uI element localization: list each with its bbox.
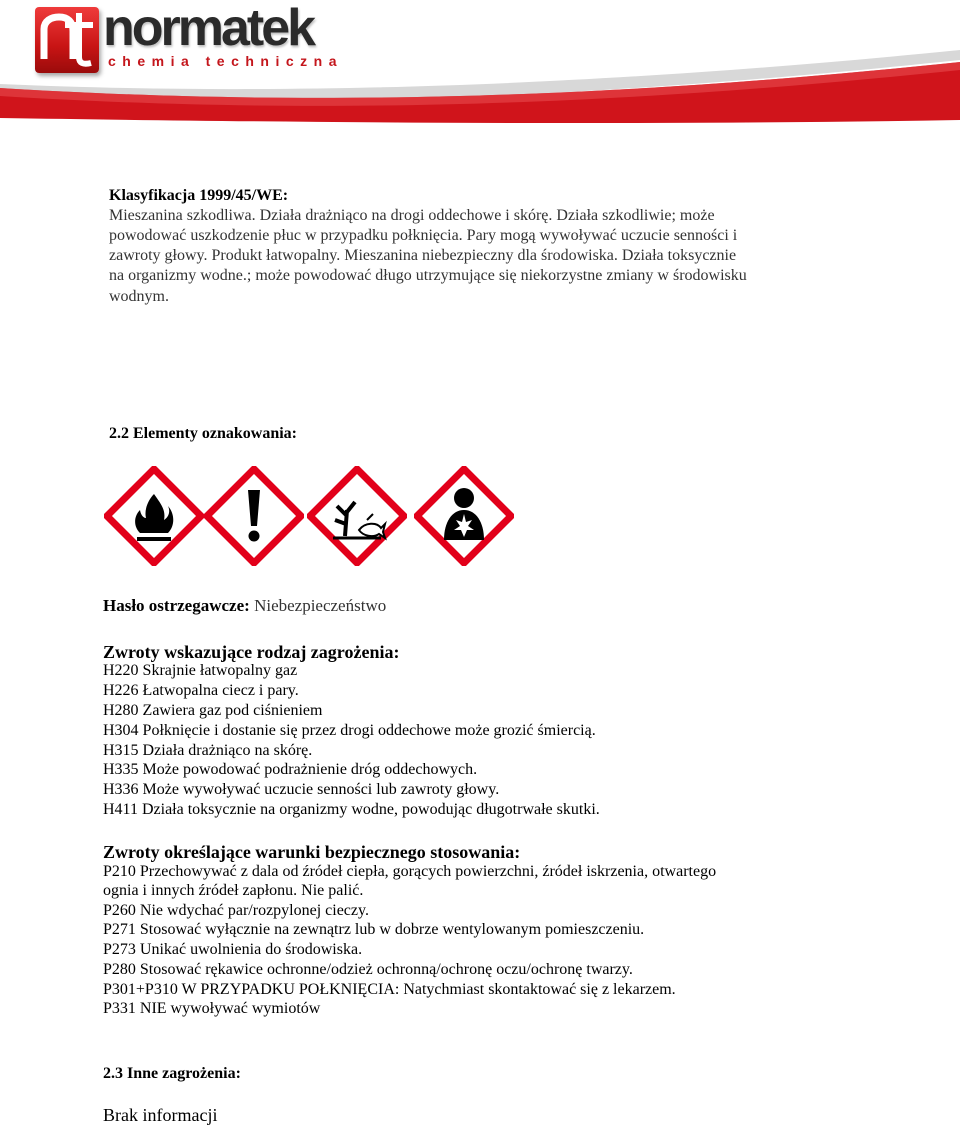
classification-line: wodnym. [109,288,169,305]
precautionary-statement: P273 Unikać uwolnienia do środowiska. [103,941,363,958]
environment-pictogram [307,466,407,566]
classification-line: na organizmy wodne.; może powodować długo utrzymujące się niekorzystne zmiany w środowisku [109,267,747,284]
precautionary-statement: P271 Stosować wyłącznie na zewnątrz lub w dobrze wentylowanym pomieszczeniu. [103,921,645,938]
brand-tagline: chemia techniczna [108,53,343,69]
precautionary-statement: P280 Stosować rękawice ochronne/odzież ochronną/ochronę oczu/ochronę twarzy. [103,961,633,978]
hazard-statement: H315 Działa drażniąco na skórę. [103,742,313,759]
classification-line: Mieszanina szkodliwa. Działa drażniąco na drogi oddechowe i skórę. Działa szkodliwie; może [109,207,715,224]
flame-pictogram [104,466,204,566]
precautionary-statement: P331 NIE wywoływać wymiotów [103,1000,321,1017]
classification-line: powodować uszkodzenie płuc w przypadku połknięcia. Pary mogą wywoływać uczucie senności i [109,227,738,244]
precautionary-statement: P260 Nie wdychać par/rozpylonej cieczy. [103,902,369,919]
signal-word-value: Niebezpieczeństwo [254,596,387,615]
classification-heading: Klasyfikacja 1999/45/WE: [109,187,289,204]
other-hazards-heading: 2.3 Inne zagrożenia: [103,1065,241,1082]
hazard-statement: H411 Działa toksycznie na organizmy wodne, powodując długotrwałe skutki. [103,801,600,818]
signal-word-label: Hasło ostrzegawcze: [103,596,250,615]
brand-name: normatek [103,0,314,57]
other-hazards-value: Brak informacji [103,1105,218,1125]
classification-line: zawroty głowy. Produkt łatwopalny. Mieszanina niebezpieczny dla środowiska. Działa toksycznie [109,247,737,264]
label-elements-heading: 2.2 Elementy oznakowania: [109,425,297,442]
precautionary-statement: ognia i innych źródeł zapłonu. Nie palić. [103,882,364,899]
signal-word-line [103,596,386,616]
hazard-statement: H226 Łatwopalna ciecz i pary. [103,682,299,699]
hazard-statement: H335 Może powodować podrażnienie dróg oddechowych. [103,761,478,778]
precautionary-statement: P301+P310 W PRZYPADKU POŁKNIĘCIA: Natychmiast skontaktować się z lekarzem. [103,981,676,998]
hazard-statement: H220 Skrajnie łatwopalny gaz [103,662,298,679]
precautionary-statement: P210 Przechowywać z dala od źródeł ciepła, gorących powierzchni, źródeł iskrzenia, otwartego [103,863,717,880]
exclamation-pictogram [204,466,304,566]
hazard-statement: H336 Może wywoływać uczucie senności lub zawroty głowy. [103,781,500,798]
precautionary-statements-heading: Zwroty określające warunki bezpiecznego stosowania: [103,842,521,862]
hazard-statements-heading: Zwroty wskazujące rodzaj zagrożenia: [103,642,400,662]
health-hazard-pictogram [414,466,514,566]
hazard-statement: H280 Zawiera gaz pod ciśnieniem [103,702,323,719]
hazard-statement: H304 Połknięcie i dostanie się przez drogi oddechowe może grozić śmiercią. [103,722,596,739]
